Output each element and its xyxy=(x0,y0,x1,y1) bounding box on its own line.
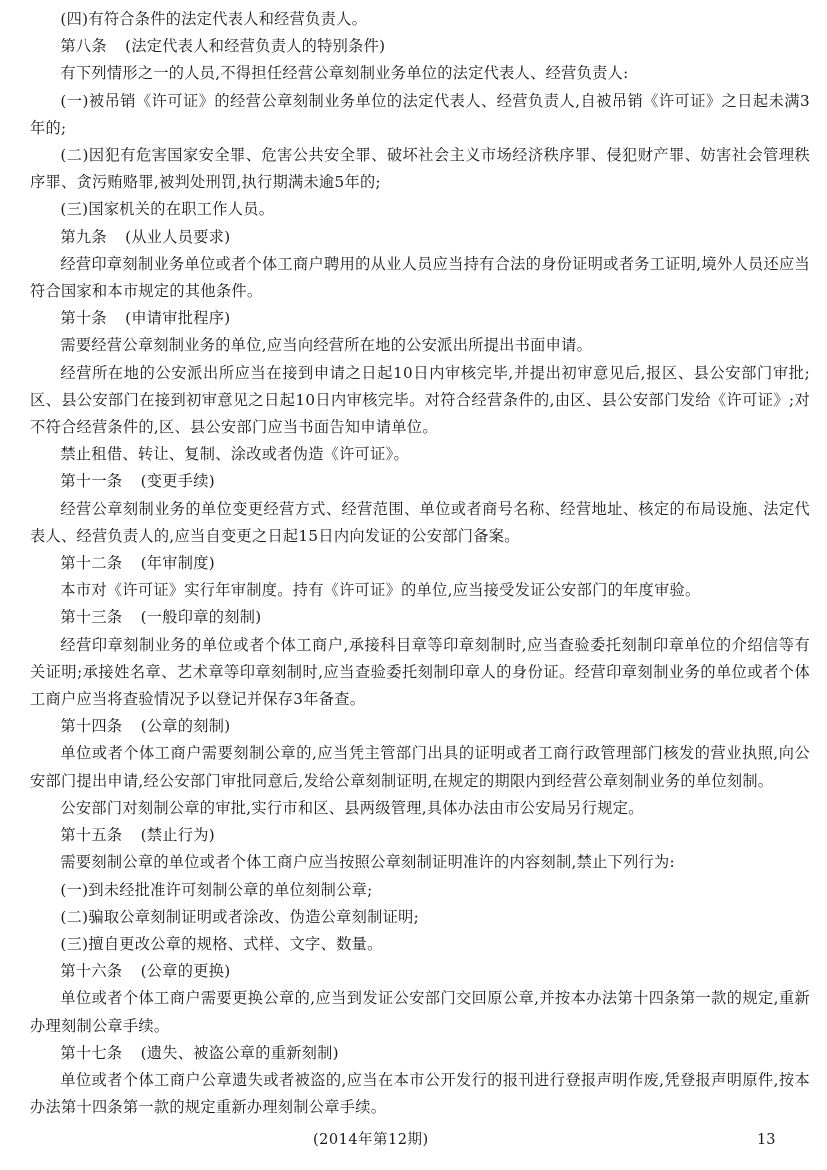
page-number: 13 xyxy=(757,1132,776,1148)
article-title: (从业人员要求) xyxy=(125,227,231,246)
article-number: 第十一条 xyxy=(60,472,123,491)
document-body xyxy=(30,6,810,1121)
article-16-heading xyxy=(30,958,810,985)
paragraph: 经营印章刻制业务的单位或者个体工商户,承接科目章等印章刻制时,应当查验委托刻制印章单位的介绍信等有关证明;承接姓名章、艺术章等印章刻制时,应当查验委托刻制印章人的身份证。经营印章刻制业务的单位或者个体工商户应当将查验情况予以登记并保存3年备查。 xyxy=(30,635,810,709)
paragraph: 需要经营公章刻制业务的单位,应当向经营所在地的公安派出所提出书面申请。 xyxy=(60,336,593,355)
article-15-heading xyxy=(30,822,810,849)
paragraph: 单位或者个体工商户需要更换公章的,应当到发证公安部门交回原公章,并按本办法第十四条第一款的规定,重新办理刻制公章手续。 xyxy=(30,989,810,1035)
article-title: (公章的更换) xyxy=(140,962,231,981)
article-title: (禁止行为) xyxy=(140,826,215,845)
paragraph-clause-4: (四)有符合条件的法定代表人和经营负责人。 xyxy=(60,10,368,28)
article-13-heading xyxy=(30,604,810,631)
article-number: 第九条 xyxy=(60,227,107,246)
paragraph: 经营公章刻制业务的单位变更经营方式、经营范围、单位或者商号名称、经营地址、核定的布局设施、法定代表人、经营负责人的,应当自变更之日起15日内向发证的公安部门备案。 xyxy=(30,499,810,545)
paragraph: 有下列情形之一的人员,不得担任经营公章刻制业务单位的法定代表人、经营负责人: xyxy=(60,64,629,83)
article-8-heading xyxy=(30,33,810,60)
article-title: (申请审批程序) xyxy=(125,309,231,328)
article-title: (公章的刻制) xyxy=(140,717,231,736)
article-number: 第十四条 xyxy=(60,717,123,736)
page-footer xyxy=(0,1128,827,1152)
article-number: 第十条 xyxy=(60,309,107,328)
paragraph: 禁止租借、转让、复制、涂改或者伪造《许可证》。 xyxy=(60,445,410,464)
paragraph-clause-3: (三)国家机关的在职工作人员。 xyxy=(60,200,275,219)
article-12-heading xyxy=(30,550,810,577)
article-title: (一般印章的刻制) xyxy=(140,608,262,627)
article-number: 第十五条 xyxy=(60,826,123,845)
article-number: 第八条 xyxy=(60,37,107,56)
article-14-heading xyxy=(30,713,810,740)
paragraph: 公安部门对刻制公章的审批,实行市和区、县两级管理,具体办法由市公安局另行规定。 xyxy=(60,798,644,817)
article-number: 第十三条 xyxy=(60,608,123,627)
article-number: 第十六条 xyxy=(60,962,123,981)
article-title: (法定代表人和经营负责人的特别条件) xyxy=(125,37,386,56)
paragraph: 单位或者个体工商户需要刻制公章的,应当凭主管部门出具的证明或者工商行政管理部门核发的营业执照,向公安部门提出申请,经公安部门审批同意后,发给公章刻制证明,在规定的期限内到经营公章刻制业务的单位刻制。 xyxy=(30,744,810,790)
paragraph: 单位或者个体工商户公章遗失或者被盗的,应当在本市公开发行的报刊进行登报声明作废,凭登报声明原件,按本办法第十四条第一款的规定重新办理刻制公章手续。 xyxy=(30,1070,810,1117)
paragraph-clause-1: (一)被吊销《许可证》的经营公章刻制业务单位的法定代表人、经营负责人,自被吊销《许可证》之日起未满3年的; xyxy=(30,91,810,137)
paragraph: 经营印章刻制业务单位或者个体工商户聘用的从业人员应当持有合法的身份证明或者务工证明,境外人员还应当符合国家和本市规定的其他条件。 xyxy=(30,254,810,301)
issue-label: (2014年第12期) xyxy=(313,1132,429,1148)
article-title: (变更手续) xyxy=(140,472,215,491)
article-9-heading xyxy=(30,224,810,251)
paragraph: 需要刻制公章的单位或者个体工商户应当按照公章刻制证明准许的内容刻制,禁止下列行为: xyxy=(60,853,675,872)
paragraph-clause-2: (二)骗取公章刻制证明或者涂改、伪造公章刻制证明; xyxy=(60,907,419,926)
paragraph: 本市对《许可证》实行年审制度。持有《许可证》的单位,应当接受发证公安部门的年度审验。 xyxy=(60,581,701,600)
article-title: (遗失、被盗公章的重新刻制) xyxy=(140,1043,339,1062)
paragraph: 经营所在地的公安派出所应当在接到申请之日起10日内审核完毕,并提出初审意见后,报区、县公安部门审批;区、县公安部门在接到初审意见之日起10日内审核完毕。对符合经营条件的,由区、县公安部门发给《许可证》;对不符合经营条件的,区、县公安部门应当书面告知申请单位。 xyxy=(30,363,810,437)
paragraph-clause-1: (一)到未经批准许可刻制公章的单位刻制公章; xyxy=(60,880,373,899)
article-title: (年审制度) xyxy=(140,554,215,573)
article-17-heading xyxy=(30,1040,810,1067)
article-11-heading xyxy=(30,468,810,495)
article-number: 第十七条 xyxy=(60,1043,123,1062)
paragraph-clause-3: (三)擅自更改公章的规格、式样、文字、数量。 xyxy=(60,934,383,953)
article-number: 第十二条 xyxy=(60,554,123,573)
article-10-heading xyxy=(30,305,810,332)
paragraph-clause-2: (二)因犯有危害国家安全罪、危害公共安全罪、破坏社会主义市场经济秩序罪、侵犯财产罪、妨害社会管理秩序罪、贪污贿赂罪,被判处刑罚,执行期满未逾5年的; xyxy=(30,146,810,192)
